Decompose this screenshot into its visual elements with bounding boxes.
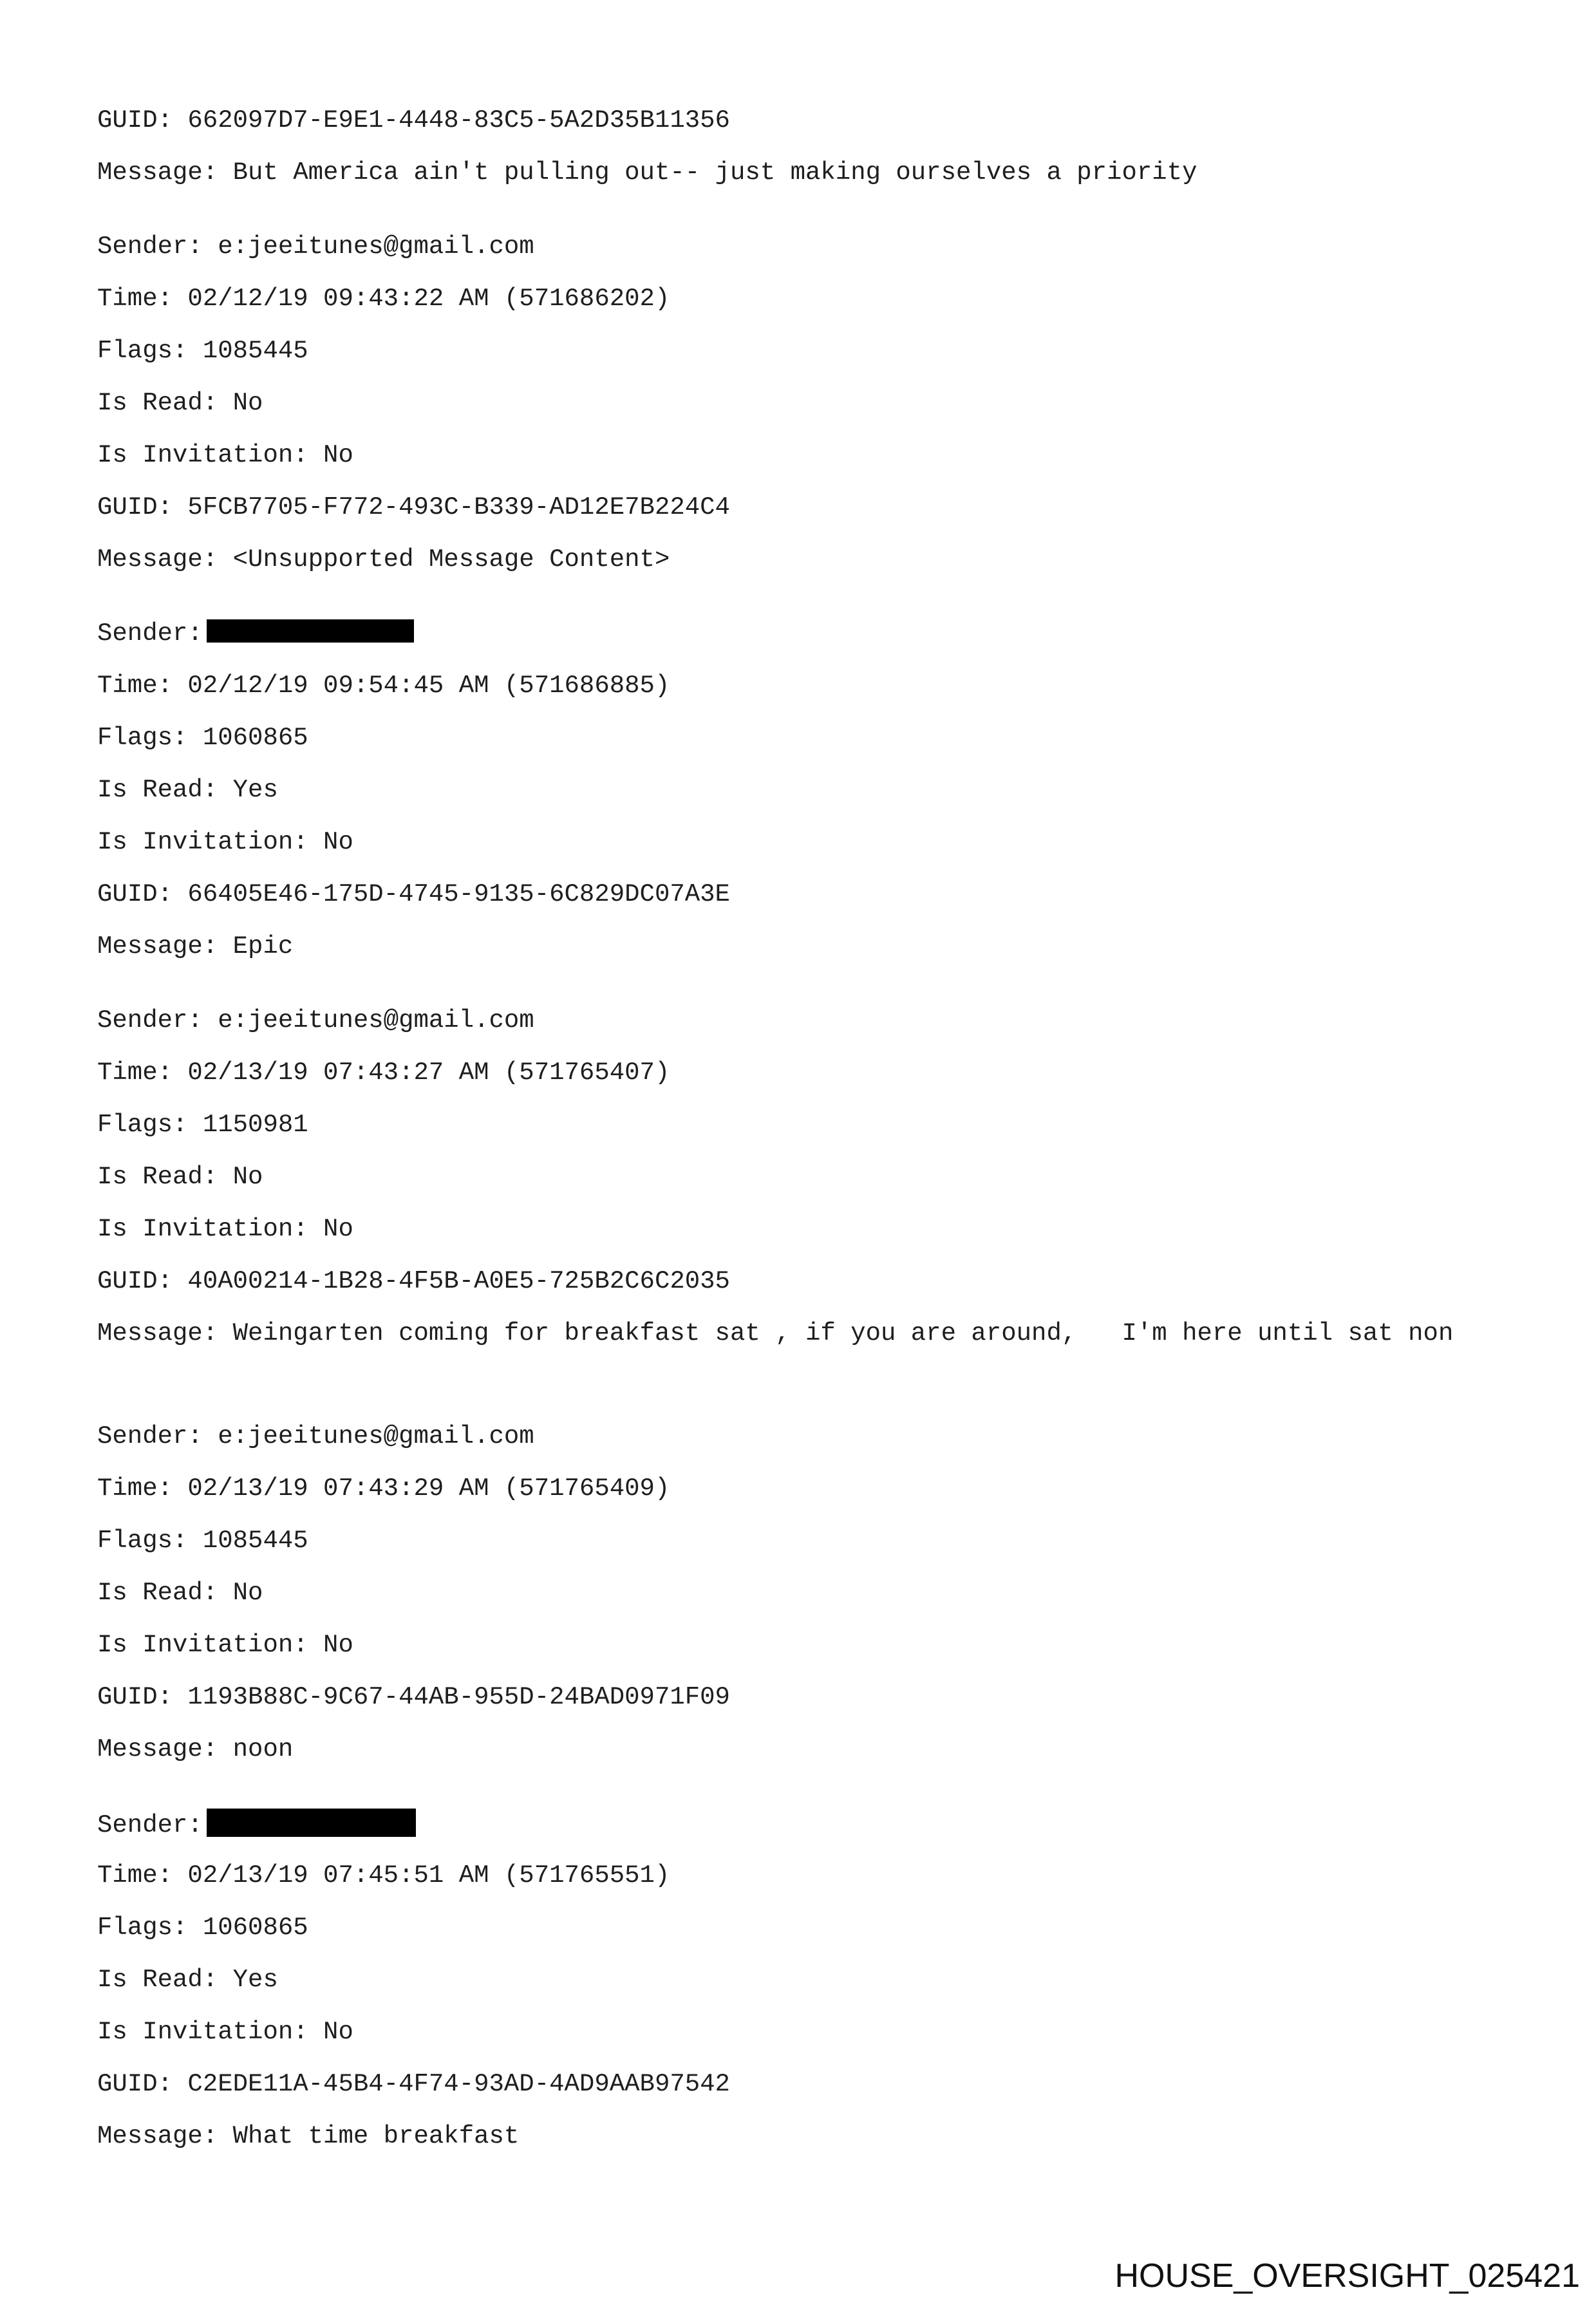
bates-number: HOUSE_OVERSIGHT_025421 bbox=[1114, 2257, 1580, 2295]
message-is-invitation: Is Invitation: No bbox=[97, 828, 353, 856]
message-time: Time: 02/12/19 09:54:45 AM (571686885) bbox=[97, 672, 670, 700]
message-sender-label: Sender: bbox=[97, 1811, 203, 1839]
message-text: Message: <Unsupported Message Content> bbox=[97, 545, 670, 574]
message-time: Time: 02/13/19 07:43:29 AM (571765409) bbox=[97, 1474, 670, 1503]
message-flags: Flags: 1085445 bbox=[97, 337, 308, 365]
message-sender: Sender: e:jeeitunes@gmail.com bbox=[97, 1422, 534, 1451]
message-text: Message: What time breakfast bbox=[97, 2122, 520, 2150]
message-is-invitation: Is Invitation: No bbox=[97, 1631, 353, 1659]
message-sender-row bbox=[97, 619, 414, 648]
message-flags: Flags: 1085445 bbox=[97, 1527, 308, 1555]
message-sender: Sender: e:jeeitunes@gmail.com bbox=[97, 232, 534, 261]
message-flags: Flags: 1060865 bbox=[97, 724, 308, 752]
message-time: Time: 02/12/19 09:43:22 AM (571686202) bbox=[97, 285, 670, 313]
message-text: Message: Epic bbox=[97, 932, 294, 961]
message-guid: GUID: 66405E46-175D-4745-9135-6C829DC07A3E bbox=[97, 880, 730, 908]
message-guid: GUID: 5FCB7705-F772-493C-B339-AD12E7B224C4 bbox=[97, 493, 730, 522]
message-is-read: Is Read: Yes bbox=[97, 1966, 278, 1994]
redaction-box bbox=[207, 1809, 416, 1837]
message-flags: Flags: 1060865 bbox=[97, 1913, 308, 1942]
message-is-read: Is Read: Yes bbox=[97, 776, 278, 804]
message-is-invitation: Is Invitation: No bbox=[97, 441, 353, 469]
message-guid: GUID: 40A00214-1B28-4F5B-A0E5-725B2C6C2035 bbox=[97, 1267, 730, 1295]
message-sender: Sender: e:jeeitunes@gmail.com bbox=[97, 1006, 534, 1035]
message-text: Message: noon bbox=[97, 1735, 294, 1763]
message-is-invitation: Is Invitation: No bbox=[97, 2018, 353, 2046]
message-is-read: Is Read: No bbox=[97, 1163, 263, 1191]
message-guid: GUID: 1193B88C-9C67-44AB-955D-24BAD0971F09 bbox=[97, 1683, 730, 1711]
message-text: Message: But America ain't pulling out-- just making ourselves a priority bbox=[97, 158, 1197, 187]
message-time: Time: 02/13/19 07:43:27 AM (571765407) bbox=[97, 1058, 670, 1087]
message-flags: Flags: 1150981 bbox=[97, 1111, 308, 1139]
message-text: Message: Weingarten coming for breakfast sat , if you are around, I'm here until sat non bbox=[97, 1319, 1454, 1348]
message-is-invitation: Is Invitation: No bbox=[97, 1215, 353, 1243]
message-sender-label: Sender: bbox=[97, 619, 203, 648]
message-time: Time: 02/13/19 07:45:51 AM (571765551) bbox=[97, 1861, 670, 1890]
message-is-read: Is Read: No bbox=[97, 389, 263, 417]
message-guid: GUID: 662097D7-E9E1-4448-83C5-5A2D35B11356 bbox=[97, 106, 730, 135]
message-guid: GUID: C2EDE11A-45B4-4F74-93AD-4AD9AAB97542 bbox=[97, 2070, 730, 2098]
redaction-box bbox=[207, 619, 414, 643]
message-sender-row bbox=[97, 1809, 416, 1840]
message-is-read: Is Read: No bbox=[97, 1579, 263, 1607]
